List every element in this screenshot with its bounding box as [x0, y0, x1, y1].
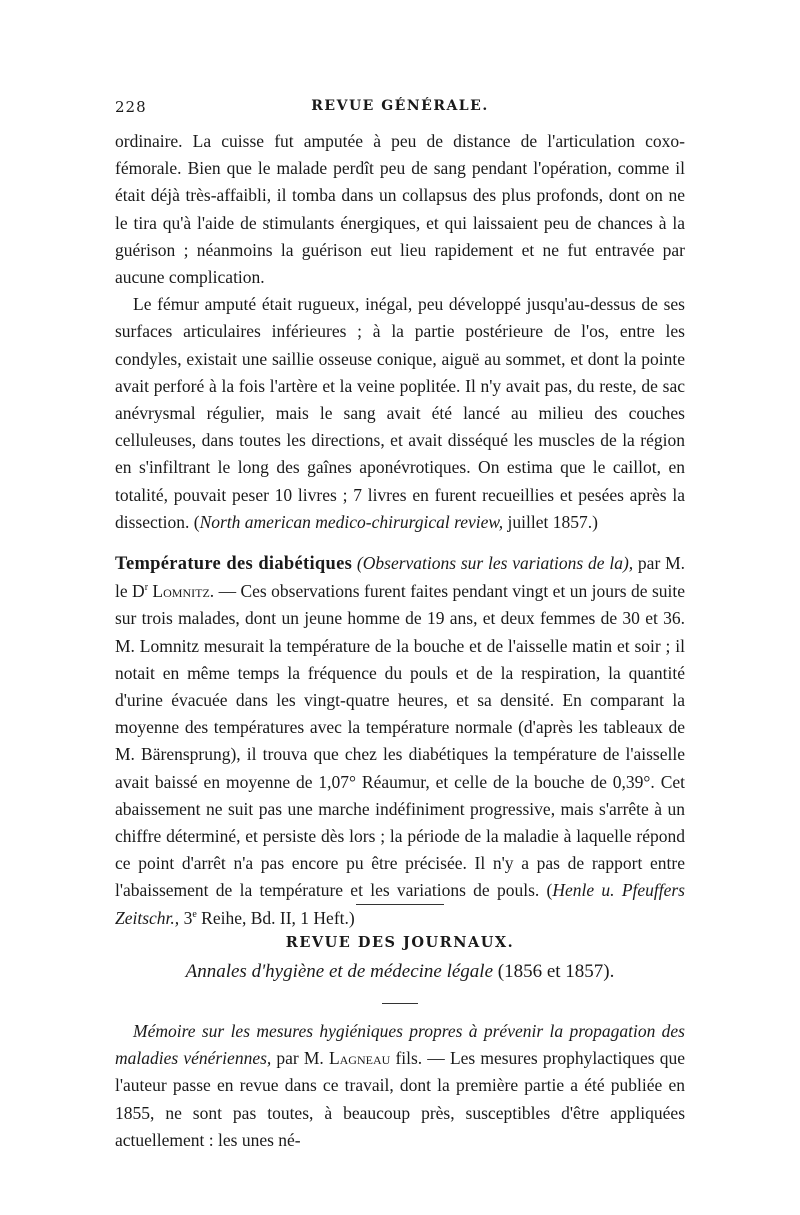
paragraph-3-source-sup: e [192, 908, 197, 920]
paragraph-2-date: juillet 1857.) [503, 511, 598, 532]
running-head: REVUE GÉNÉRALE. [311, 98, 489, 114]
journal-title [115, 961, 685, 983]
paragraph-2 [115, 291, 685, 536]
journal-years: (1856 et 1857). [493, 961, 615, 982]
paragraph-2-text: Le fémur amputé était rugueux, inégal, peu développé jusqu'au-dessus de ses surfaces articulaires inférieures ; à la partie postérieure de l'os, entre les condyles, existait une saillie osseuse conique, aiguë au sommet, et dont la pointe avait perforé à la fois l'artère et la veine poplitée. Il n'y avait pas, du reste, de sac anévrysmal régulier, mais le sang avait été lancé au milieu des couches celluleuses, dans toutes les directions, et avait disséqué les muscles de la région en s'infiltrant le long des gaînes aponévrotiques. On estima que le caillot, en totalité, pouvait peser 10 livres ; 7 livres en furent recueillies et pesées après la dissection. ( [115, 294, 685, 532]
paragraph-4-author-prefix: par M. [271, 1048, 329, 1069]
paragraph-1 [115, 128, 685, 291]
paragraph-3 [115, 550, 685, 932]
page-number: 228 [115, 98, 147, 116]
article-subtitle: (Observations sur les variations de la), [352, 553, 634, 574]
paragraph-4-text: fils. — Les mesures prophylactiques que l'auteur passe en revue dans ce travail, dont la première partie a été publiée en 1855, ne sont pas toutes, à beaucoup près, susceptibles d'être appliquées actuellement : les unes né- [115, 1048, 685, 1150]
journal-name: Annales d'hygiène et de médecine légale [185, 961, 494, 982]
paragraph-4-author-name: Lagneau [328, 1048, 391, 1069]
main-text [115, 128, 685, 932]
paragraph-3-text: — Ces observations furent faites pendant vingt et un jours de suite sur trois malades, dont un jeune homme de 19 ans, et deux femmes de 30 et 36. M. Lomnitz mesurait la température de la bouche et de l'aisselle matin et soir ; il notait en même temps la fréquence du pouls et de la respiration, la quantité d'urine évacuée dans les vingt-quatre heures, et sa densité. En comparant la moyenne des températures avec la température normale (d'après les tableaux de M. Bärensprung), il trouva que chez les diabétiques la température de l'aisselle avait baissé en moyenne de 1,07° Réaumur, et celle de la bouche de 0,39°. Cet abaissement ne suit pas une marche indéfiniment progressive, mais s'arrête à un chiffre déterminé, et persiste dès lors ; la période de la maladie à laquelle répond ce point d'arrêt n'a pas encore pu être précisée. Il n'y a pas de rapport entre l'abaissement de la température et les variations de pouls. ( [115, 581, 685, 901]
article-title: Température des diabétiques [115, 554, 353, 575]
divider-rule [356, 904, 444, 905]
paragraph-3-source-end: Reihe, Bd. II, 1 Heft.) [196, 907, 355, 928]
short-divider-rule [382, 1003, 418, 1004]
paragraph-2-source: North american medico-chirurgical review, [199, 511, 504, 532]
paragraph-3-source: Henle u. Pfeuffers Zeitschr., [115, 880, 685, 928]
author-name: Lomnitz. [148, 581, 215, 602]
paragraph-4-title: Mémoire sur les mesures hygiéniques propres à prévenir la propagation des maladies vénériennes, [115, 1021, 685, 1069]
section-title: REVUE DES JOURNAUX. [285, 934, 515, 951]
paragraph-1-text: ordinaire. La cuisse fut amputée à peu de distance de l'articulation coxo-fémorale. Bien que le malade perdît peu de sang pendant l'opération, comme il était déjà très-affaibli, il tomba dans un collapsus des plus profonds, dont on ne le tira qu'à l'aide de stimulants énergiques, et qui laissaient peu de chances à la guérison ; néanmoins la guérison eut lieu rapidement et ne fut entravée par aucune complication. [115, 131, 685, 288]
paragraph-3-source-tail: 3 [179, 907, 193, 928]
author-sup: r [144, 582, 149, 594]
main-text-2 [115, 1018, 685, 1154]
paragraph-4 [115, 1018, 685, 1154]
author-prefix: par M. le D [115, 553, 686, 602]
